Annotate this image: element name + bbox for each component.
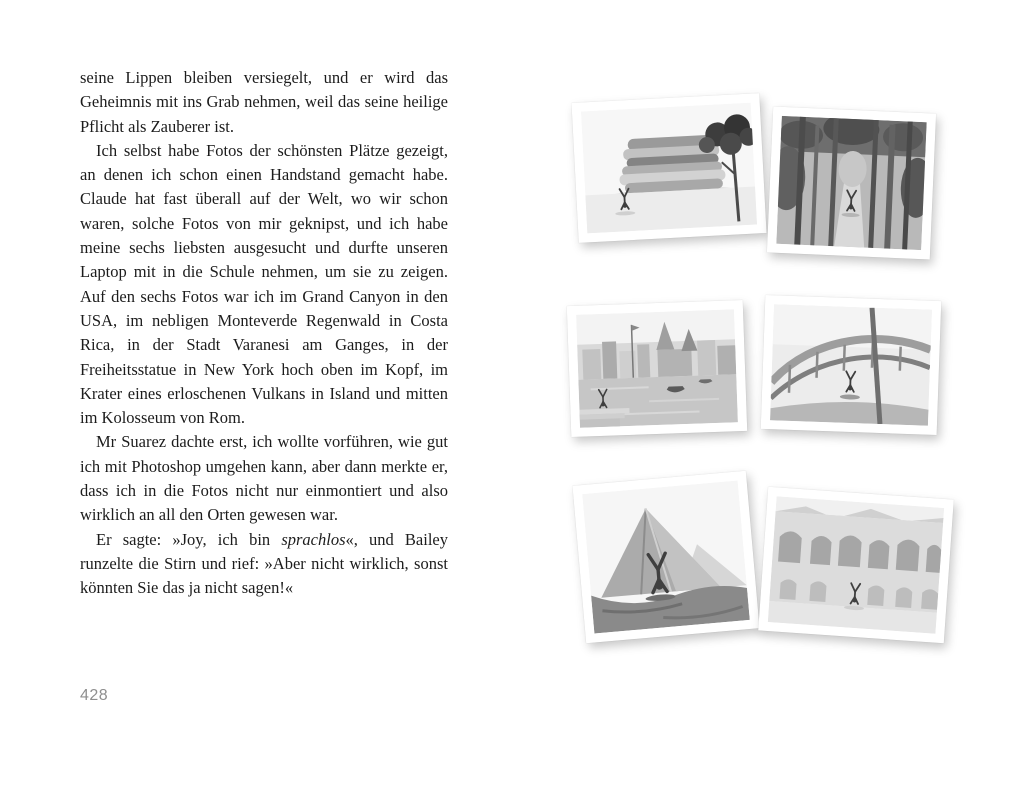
- paragraph: [80, 139, 448, 431]
- paragraph: [80, 66, 448, 139]
- photo-liberty-crown: [761, 295, 942, 435]
- photo-rainforest: [767, 107, 936, 260]
- text-run: seine Lippen bleiben versiegelt, und er wird das Geheimnis mit ins Grab nehmen, weil das seine heilige Pflicht als Zauberer ist.: [80, 68, 448, 136]
- liberty-crown-illustration: [770, 304, 932, 425]
- text-run: Ich selbst habe Fotos der schönsten Plätze gezeigt, an denen ich schon einen Handstand gemacht habe. Claude hat fast überall auf der Welt, wo wir schon waren, solche Fotos von mir geknipst, und ich habe meine sechs liebsten ausgesucht und durfte unseren Laptop mit in die Schule nehmen, um sie zu zeigen. Auf den sechs Fotos war ich im Grand Canyon in den USA, im nebligen Monteverde Regenwald in Costa Rica, in der Stadt Varanesi am Ganges, in der Freiheitsstatue in New York hoch oben im Kopf, im Krater eines erloschenen Vulkans in Island und mitten im Kolosseum von Rom.: [80, 140, 448, 428]
- italic-text-run: sprachlos: [281, 529, 346, 549]
- text-run: Mr Suarez dachte erst, ich wollte vorführen, wie gut ich mit Photoshop umgehen kann, aber dann merkte er, dass ich in die Fotos nicht nur einmontiert und also wirklich an all den Orten gewesen war.: [80, 432, 448, 525]
- varanasi-illustration: [576, 309, 738, 427]
- photo-colosseum: [758, 487, 954, 644]
- paragraph: [80, 430, 448, 527]
- paragraph: [80, 528, 448, 601]
- volcano-illustration: [582, 480, 750, 633]
- photo-grand-canyon: [571, 93, 766, 243]
- page-number: 428: [80, 687, 109, 704]
- text-run: «, und Bailey runzelte die Stirn und rief: »Aber nicht wirklich, sonst könnten Sie das ja nicht sagen!«: [80, 529, 448, 598]
- photo-collage: [555, 80, 985, 680]
- colosseum-illustration: [768, 496, 944, 633]
- text-run: Er sagte: »Joy, ich bin: [96, 529, 282, 549]
- grand-canyon-illustration: [581, 103, 757, 234]
- photo-volcano: [572, 471, 759, 644]
- photo-varanasi: [567, 300, 747, 437]
- rainforest-illustration: [776, 116, 926, 250]
- text-column: [80, 66, 448, 601]
